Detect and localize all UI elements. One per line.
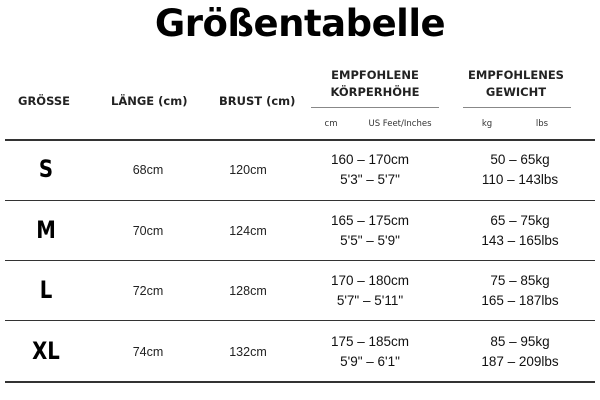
header-height-line2: KÖRPERHÖHE [330, 85, 420, 99]
header-height-sub-us: US Feet/Inches [368, 119, 432, 129]
size-label: S [38, 155, 54, 183]
header-height-line1: EMPFOHLENE [331, 68, 419, 82]
weight-lbs: 110 – 143lbs [481, 172, 559, 187]
height-cm: 170 – 180cm [330, 273, 410, 288]
row-divider [5, 260, 595, 261]
header-weight-line1: EMPFOHLENES [468, 68, 564, 82]
height-cell [305, 271, 435, 311]
header-weight-underline [463, 107, 571, 108]
header-weight-sub-lbs: lbs [535, 119, 549, 129]
header-height-underline [311, 107, 439, 108]
weight-kg: 50 – 65kg [490, 152, 550, 167]
weight-cell [455, 211, 585, 251]
weight-cell [455, 271, 585, 311]
height-ft: 5'3" – 5'7" [340, 172, 400, 187]
height-cell [305, 150, 435, 190]
header-weight-group [460, 67, 572, 101]
weight-lbs: 143 – 165lbs [481, 233, 559, 248]
weight-lbs: 187 – 209lbs [481, 354, 559, 369]
weight-kg: 85 – 95kg [490, 334, 550, 349]
height-cm: 165 – 175cm [330, 213, 410, 228]
header-divider [5, 139, 595, 141]
weight-cell [455, 150, 585, 190]
size-label: L [39, 276, 53, 304]
row-divider [5, 200, 595, 201]
chest-cell: 128cm [229, 284, 267, 298]
header-height-sub-cm: cm [324, 119, 338, 129]
size-label: M [36, 216, 56, 244]
header-weight-sub-kg: kg [481, 119, 493, 129]
weight-kg: 65 – 75kg [490, 213, 550, 228]
length-cell: 68cm [132, 163, 164, 177]
height-cell [305, 211, 435, 251]
height-cm: 175 – 185cm [330, 334, 410, 349]
header-height-group [320, 67, 430, 101]
height-cell [305, 332, 435, 372]
height-ft: 5'7" – 5'11" [336, 293, 404, 308]
height-ft: 5'5" – 5'9" [340, 233, 400, 248]
height-cm: 160 – 170cm [330, 152, 410, 167]
size-label: XL [32, 337, 60, 365]
length-cell: 72cm [132, 284, 164, 298]
page-title: Größentabelle [154, 2, 446, 45]
header-size: GRÖSSE [18, 94, 70, 108]
chest-cell: 132cm [229, 345, 267, 359]
length-cell: 70cm [132, 224, 164, 238]
weight-cell [455, 332, 585, 372]
weight-kg: 75 – 85kg [490, 273, 550, 288]
chest-cell: 124cm [229, 224, 267, 238]
header-weight-line2: GEWICHT [485, 85, 547, 99]
header-length: LÄNGE (cm) [111, 94, 188, 108]
table-bottom-rule [5, 381, 595, 383]
row-divider [5, 320, 595, 321]
height-ft: 5'9" – 6'1" [340, 354, 400, 369]
length-cell: 74cm [132, 345, 164, 359]
header-chest: BRUST (cm) [219, 94, 296, 108]
weight-lbs: 165 – 187lbs [481, 293, 559, 308]
chest-cell: 120cm [229, 163, 267, 177]
